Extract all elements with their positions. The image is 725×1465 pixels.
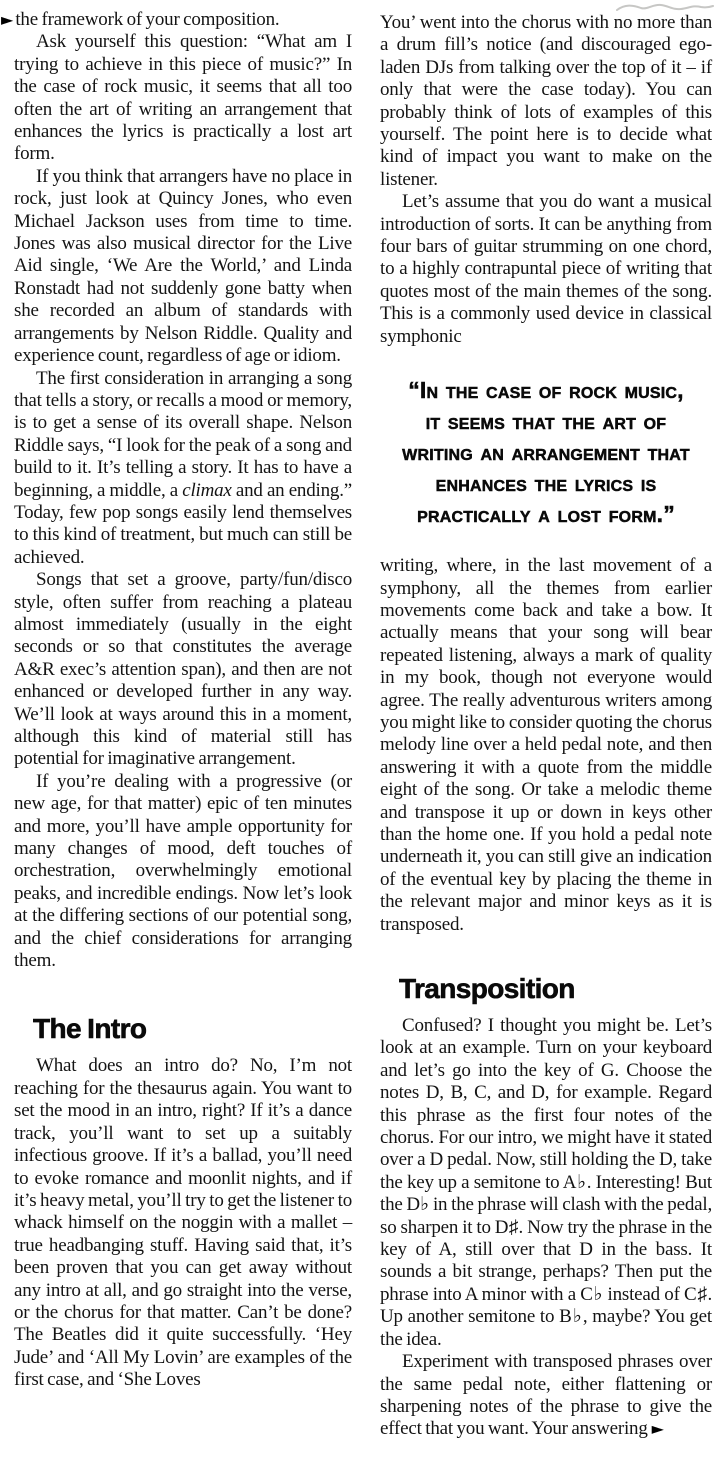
paragraph: You’ went into the chorus with no more than a drum fill’s notice (and discouraged ego-laden DJs from talking over the top of it – if only that were the case today). You can probably think of lots of examples of this yourself. The point here is to decide what kind of impact you want to make on the listener. [380, 12, 712, 190]
left-column [1, 9, 352, 1441]
paragraph: Songs that set a groove, party/fun/disco style, often suffer from reaching a plateau almost immediately (usually in the eight seconds or so that constitutes the average A&R exec’s attention span), and then are not enhanced or developed further in any way. We’ll look at ways around this in a moment, although this kind of material still has potential for imaginative arrangement. [14, 569, 352, 770]
continued-on-arrow-icon: ► [651, 1419, 664, 1439]
pull-quote [380, 375, 712, 530]
continued-from-arrow-icon: ► [1, 10, 14, 29]
right-column [380, 9, 712, 1441]
pull-quote-line: enhances the lyrics is [435, 470, 657, 497]
pull-quote-line: it seems that the art of [425, 408, 667, 435]
pull-quote-line: “In the case of rock music, [408, 377, 684, 404]
paragraph-text: and an ending.” Today, few pop songs easily lend themselves to this kind of treatment, but much can still be achieved. [14, 479, 352, 568]
paragraph [14, 368, 352, 570]
paragraph: If you think that arrangers have no place in rock, just look at Quincy Jones, who even Michael Jackson uses from time to time. Jones was also musical director for the Live Aid single, ‘We Are the World,’ and Linda Ronstadt had not suddenly gone batty when she recorded an album of standards with arrangements by Nelson Riddle. Quality and experience count, regardless of age or idiom. [14, 165, 352, 367]
section-heading-the-intro: The Intro [33, 1013, 147, 1045]
pull-quote-line: writing an arrangement that [402, 439, 690, 466]
paragraph: Let’s assume that you do want a musical introduction of sorts. It can be anything from four bars of guitar strumming on one chord, to a highly contrapuntal piece of writing that quotes most of the main themes of the song. This is a commonly used device in classical symphonic [380, 191, 712, 347]
paragraph-text: The first consideration in arranging a song that tells a story, or recalls a mood or memory, is to get a sense of its overall shape. Nelson Riddle says, “I look for the peak of a song and build to it. It’s telling a story. It has to have a beginning, a middle, a [14, 367, 352, 501]
paragraph-text: Experiment with transposed phrases over the same pedal note, either flattening or sharpening notes of the phrase to give the effect that you want. Your answering [380, 1351, 712, 1440]
continuation-line-text: the framework of your composition. [15, 9, 280, 30]
paragraph [380, 1351, 712, 1441]
section-heading-transposition: Transposition [399, 973, 575, 1004]
paragraph: If you’re dealing with a progressive (or new age, for that matter) epic of ten minutes and more, you’ll have ample opportunity for many changes of mood, deft touches of orchestration, overwhelmingly emotional peaks, and incredible endings. Now let’s look at the differing sections of our potential song, and the chief considerations for arranging them. [14, 770, 352, 972]
scan-artifact-mark [615, 1, 715, 15]
paragraph: writing, where, in the last movement of a symphony, all the themes from earlier movements come back and take a bow. It actually means that your song will bear repeated listening, always a mark of quality in my book, though not everyone would agree. The really adventurous writers among you might like to consider quoting the chorus melody line over a held pedal note, and then answering it with a quote from the middle eight of the song. Or take a melodic theme and transpose it up or down in keys other than the home one. If you hold a pedal note underneath it, you can still give an indication of the eventual key by placing the theme in the relevant major and minor keys as it is transposed. [380, 555, 712, 935]
paragraph: What does an intro do? No, I’m not reaching for the thesaurus again. You want to set the mood in an intro, right? If it’s a dance track, you’ll want to set up a suitably infectious groove. If it’s a ballad, you’ll need to evoke romance and moonlit nights, and if it’s heavy metal, you’ll try to get the listener to whack himself on the noggin with a mallet – true headbanging stuff. Having said that, it’s been proven that you can get away without any intro at all, and go straight into the verse, or the chorus for that matter. Can’t be done? The Beatles did it quite successfully. ‘Hey Jude’ and ‘All My Lovin’ are examples of the first case, and ‘She Loves [14, 1055, 352, 1391]
pull-quote-line: practically a lost form.” [417, 501, 675, 528]
paragraph: Ask yourself this question: “What am I trying to achieve in this piece of music?” In the case of rock music, it seems that all too often the art of writing an arrangement that enhances the lyrics is practically a lost art form. [14, 31, 352, 165]
italic-word: climax [182, 479, 232, 501]
continuation-opening-line [1, 9, 352, 31]
paragraph: Confused? I thought you might be. Let’s look at an example. Turn on your keyboard and let’s go into the key of G. Choose the notes D, B, C, and D, for example. Regard this phrase as the first four notes of the chorus. For our intro, we might have it stated over a D pedal. Now, still holding the D, take the key up a semitone to A♭. Interesting! But the D♭ in the phrase will clash with the pedal, so sharpen it to D♯. Now try the phrase in the key of A, still over that D in the bass. It sounds a bit strange, perhaps? Then put the phrase into A minor with a C♭ instead of C♯. Up another semitone to B♭, maybe? You get the idea. [380, 1015, 712, 1350]
